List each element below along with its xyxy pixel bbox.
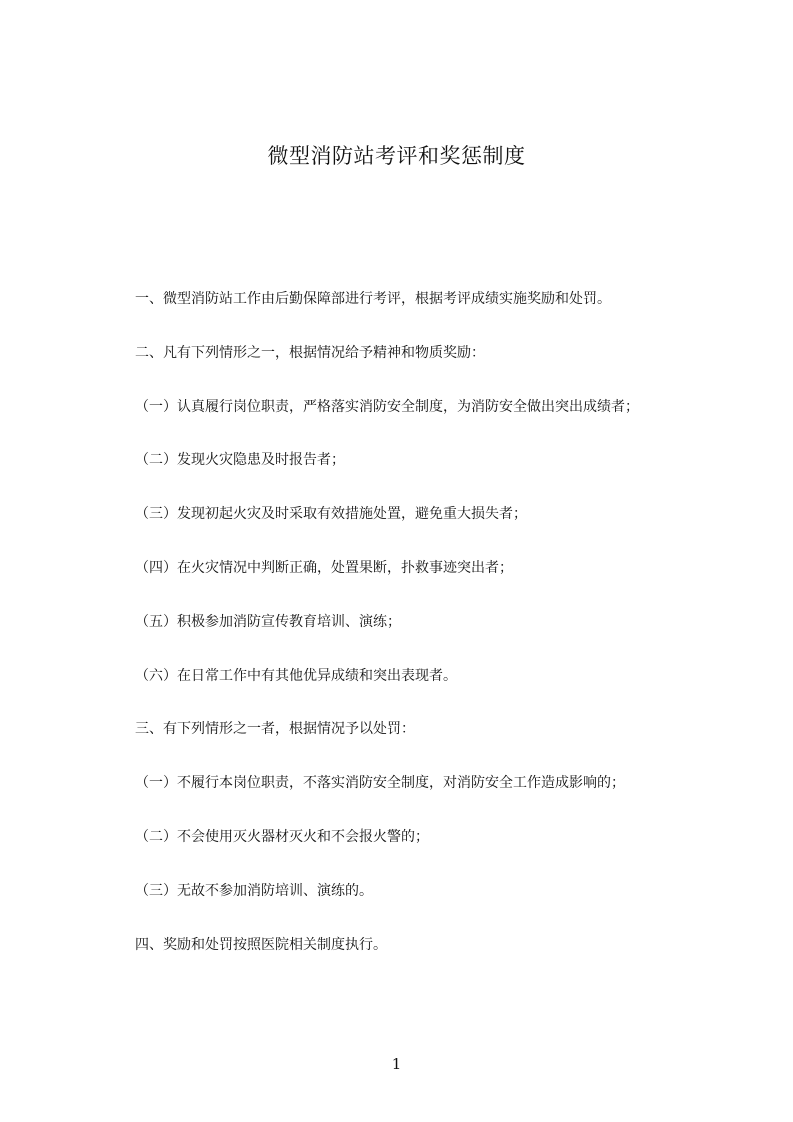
paragraph-line: （五）积极参加消防宣传教育培训、演练； — [135, 613, 401, 630]
paragraph-line: （四）在火灾情况中判断正确，处置果断，扑救事迹突出者； — [135, 559, 513, 576]
paragraph-line: （一）不履行本岗位职责，不落实消防安全制度，对消防安全工作造成影响的； — [135, 775, 625, 792]
paragraph-line: （二）发现火灾隐患及时报告者； — [135, 452, 345, 469]
paragraph-line: （六）在日常工作中有其他优异成绩和突出表现者。 — [135, 667, 457, 684]
paragraph-line: （一）认真履行岗位职责，严格落实消防安全制度，为消防安全做出突出成绩者； — [135, 398, 639, 415]
paragraph-line: 三、有下列情形之一者，根据情况予以处罚： — [135, 721, 415, 738]
paragraph-line: （三）无故不参加消防培训、演练的。 — [135, 882, 373, 899]
document-body — [135, 288, 735, 987]
paragraph-line: 一、微型消防站工作由后勤保障部进行考评，根据考评成绩实施奖励和处罚。 — [135, 291, 611, 307]
document-title: 微型消防站考评和奖惩制度 — [267, 144, 526, 168]
paragraph-line: （二）不会使用灭火器材灭火和不会报火警的； — [135, 828, 429, 845]
page-number: 1 — [391, 1055, 402, 1073]
paragraph-line: 四、奖励和处罚按照医院相关制度执行。 — [135, 936, 387, 953]
paragraph-line: 二、凡有下列情形之一，根据情况给予精神和物质奖励： — [135, 344, 485, 361]
paragraph-line: （三）发现初起火灾及时采取有效措施处置，避免重大损失者； — [135, 506, 527, 523]
